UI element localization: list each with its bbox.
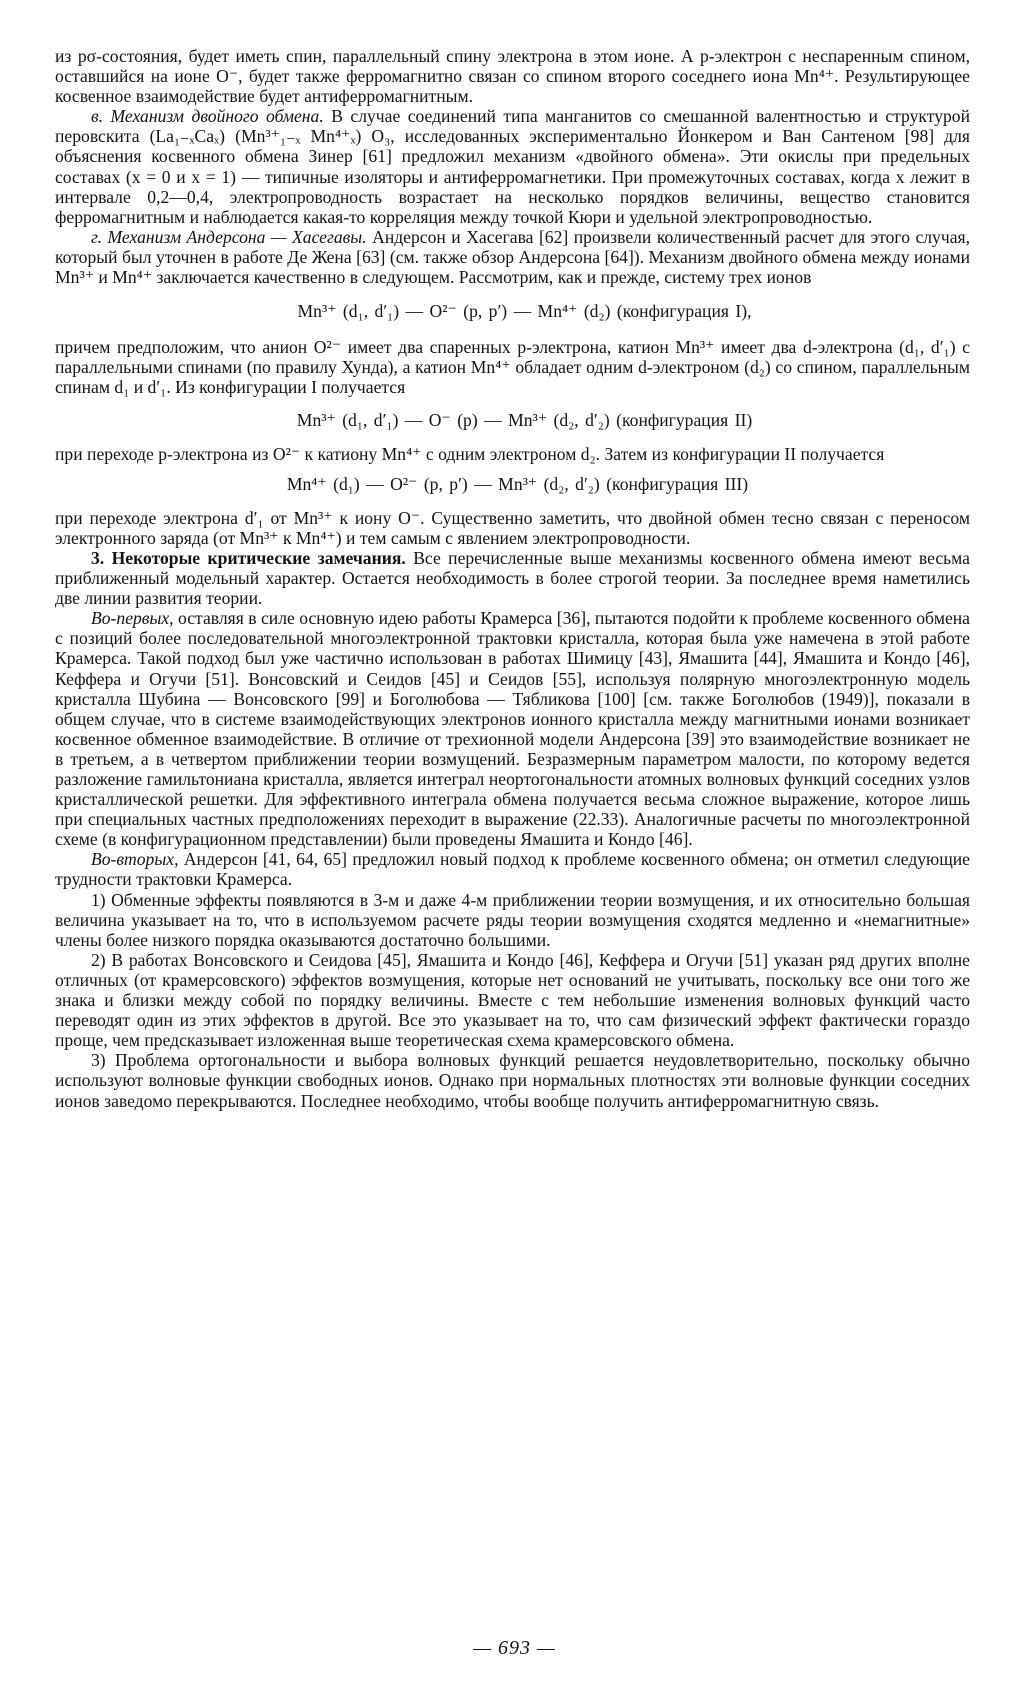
paragraph-text: оставляя в силе основную идею работы Крамерса [36], пытаются подойти к проблеме косвенного обмена с позиций более последовательной многоэлектронной трактовки кристалла, которая была уже намечена в этой работе Крамерса. Такой подход был уже частично использован в работах Шимицу [43], Ямашита [44], Ямашита и Кондо [46], Кеффера и Огучи [51]. Вонсовский и Сеидов [45] и Сеидов [55], используя полярную многоэлектронную модель кристалла Шубина — Вонсовского [99] и Боголюбова — Тябликова [100] [см. также Боголюбов (1949)], показали в общем случае, что в системе взаимодействующих электронов ионного кристалла между магнитными ионами возникает косвенное обменное взаимодействие. В отличие от трехионной модели Андерсона [39] это взаимодействие возникает не в третьем, а в четвертом приближении теории возмущений. Безразмерным параметром малости, по которому ведется разложение гамильтониана кристалла, является интеграл неортогональности атомных волновых функций соседних узлов кристаллической решетки. Для эффективного интеграла обмена получается весьма сложное выражение, которое лишь при специальных частных предположениях переходит в выражение (22.33). Аналогичные расчеты по многоэлектронной схеме (в конфигурационном представлении) были проведены Ямашита и Кондо [46]. xyxy=(55,608,970,850)
section-heading-anderson-hasegawa: г. Механизм Андерсона — Хасегавы. xyxy=(91,226,367,247)
formula-configuration-2: Mn³⁺ (d₁, d′₁) — O⁻ (p) — Mn³⁺ (d₂, d′₂) (конфигурация II) xyxy=(296,409,753,430)
paragraph-continuation: из pσ-состояния, будет иметь спин, параллельный спину электрона в этом ионе. А p-электрон с неспаренным спином, оставшийся на ионе O⁻, будет также ферромагнитно связан со спином второго соседнего иона Mn⁴⁺. Результирующее косвенное взаимодействие будет антиферромагнитным. xyxy=(55,46,970,107)
paragraph-double-exchange xyxy=(55,106,970,227)
section-heading-double-exchange: в. Механизм двойного обмена. xyxy=(91,106,324,127)
page-body xyxy=(55,46,970,1111)
paragraph-anion-description: причем предположим, что анион O²⁻ имеет два спаренных p-электрона, катион Mn³⁺ имеет два d-электрона (d₁, d′₁) с параллельными спинами (по правилу Хунда), а катион Mn⁴⁺ обладает одним d-электроном (d₂) со спином, параллельным спинам d₁ и d′₁. Из конфигурации I получается xyxy=(55,337,970,398)
paragraph-electron-transfer: при переходе электрона d′₁ от Mn³⁺ к иону O⁻. Существенно заметить, что двойной обмен тесно связан с переносом электронного заряда (от Mn³⁺ к Mn⁴⁺) и тем самым с явлением электропроводности. xyxy=(55,507,970,548)
page-number: — 693 — xyxy=(473,1637,556,1659)
formula-configuration-3: Mn⁴⁺ (d₁) — O²⁻ (p, p′) — Mn³⁺ (d₂, d′₂) (конфигурация III) xyxy=(286,473,749,494)
paragraph-text: Все перечисленные выше механизмы косвенного обмена имеют весьма приближенный модельный характер. Остается необходимость в более строгой теории. За последнее время наметились две линии развития теории. xyxy=(55,547,970,609)
section-heading-critical-remarks: 3. Некоторые критические замечания. xyxy=(91,547,406,568)
paragraph-text: Андерсон и Хасегава [62] произвели количественный расчет для этого случая, который был уточнен в работе Де Жена [63] (см. также обзор Андерсона [64]). Механизм двойного обмена между ионами Mn³⁺ и Mn⁴⁺ заключается качественно в следующем. Рассмотрим, как и прежде, систему трех ионов xyxy=(55,226,971,288)
paragraph-anderson-hasegawa xyxy=(55,227,970,287)
paragraph-first-line xyxy=(55,608,970,849)
formula-configuration-1: Mn³⁺ (d₁, d′₁) — O²⁻ (p, p′) — Mn⁴⁺ (d₂) (конфигурация I), xyxy=(297,301,752,322)
list-item-1: 1) Обменные эффекты появляются в 3-м и даже 4-м приближении теории возмущения, и их относительно большая величина указывает на то, что в используемом расчете ряды теории возмущения сходятся медленно и «немагнитные» члены более низкого порядка оказываются достаточно большими. xyxy=(55,889,970,950)
paragraph-p-electron-transfer: при переходе p-электрона из O²⁻ к катиону Mn⁴⁺ с одним электроном d₂. Затем из конфигурации II получается xyxy=(55,443,885,464)
list-item-2: 2) В работах Вонсовского и Сеидова [45], Ямашита и Кондо [46], Кеффера и Огучи [51] указан ряд других вполне отличных (от крамерсовского) эффектов возмущения, которые нет оснований не учитывать, поскольку все они того же знака и близки между собой по порядку величины. Вместе с тем небольшие изменения волновых функций часто переводят один из этих эффектов в другой. Все это указывает на то, что сам физический эффект фактически гораздо проще, чем предсказывает изложенная выше теоретическая схема крамерсовского обмена. xyxy=(55,949,970,1051)
paragraph-second-line xyxy=(55,849,970,889)
lead-word-secondly: Во-вторых, xyxy=(91,849,179,870)
list-item-3: 3) Проблема ортогональности и выбора волновых функций решается неудовлетворительно, поскольку обычно используют волновые функции свободных ионов. Однако при нормальных плотностях эти волновые функции соседних ионов заведомо перекрываются. Последнее необходимо, чтобы вообще получить антиферромагнитную связь. xyxy=(55,1050,970,1111)
paragraph-text: Андерсон [41, 64, 65] предложил новый подход к проблеме косвенного обмена; он отметил следующие трудности трактовки Крамерса. xyxy=(55,849,970,890)
paragraph-text: В случае соединений типа манганитов со смешанной валентностью и структурой перовскита (La₁₋ₓCaₓ) (Mn³⁺₁₋ₓ Mn⁴⁺ₓ) O₃, исследованных экспериментально Йонкером и Ван Сантеном [98] для объяснения косвенного обмена Зинер [61] предложил механизм «двойного обмена». Эти окислы при предельных составах (x = 0 и x = 1) — типичные изоляторы и антиферромагнетики. При промежуточных составах, когда x лежит в интервале 0,2—0,4, электропроводность возрастает на несколько порядков величины, вещество становится ферромагнитным и наблюдается какая-то корреляция между точкой Кюри и удельной электропроводностью. xyxy=(55,106,970,227)
lead-word-firstly: Во-первых, xyxy=(91,608,174,629)
paragraph-critical-remarks xyxy=(55,548,970,608)
